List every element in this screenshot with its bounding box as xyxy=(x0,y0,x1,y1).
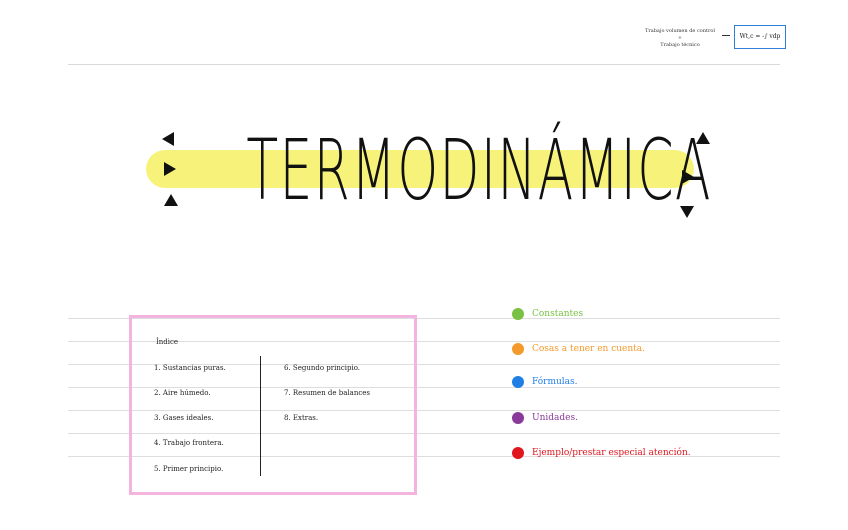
triangle-decoration-icon xyxy=(164,162,176,176)
index-column-divider xyxy=(260,356,261,476)
legend-label: Cosas a tener en cuenta. xyxy=(532,344,646,354)
triangle-decoration-icon xyxy=(164,194,178,206)
color-dot-icon xyxy=(512,343,524,355)
legend-label: Unidades. xyxy=(532,413,578,423)
index-item: 6. Segundo principio. xyxy=(284,364,361,372)
color-dot-icon xyxy=(512,308,524,320)
color-dot-icon xyxy=(512,376,524,388)
triangle-decoration-icon xyxy=(682,170,694,184)
triangle-decoration-icon xyxy=(696,132,710,144)
index-item: 2. Aire húmedo. xyxy=(154,389,211,397)
corner-note xyxy=(636,22,786,56)
corner-note-line-1: Trabajo volumen de control xyxy=(645,28,715,34)
legend-label: Fórmulas. xyxy=(532,377,578,387)
triangle-decoration-icon xyxy=(162,132,174,146)
legend-item xyxy=(512,374,578,390)
index-box xyxy=(129,315,417,495)
legend-label: Ejemplo/prestar especial atención. xyxy=(532,448,691,458)
title-banner xyxy=(140,110,720,230)
corner-note-formula: Wt,c = -∫ vdp xyxy=(734,25,786,49)
index-item: 4. Trabajo frontera. xyxy=(154,439,224,447)
corner-note-text xyxy=(640,28,720,49)
index-item: 3. Gases ideales. xyxy=(154,414,214,422)
index-heading: Índice xyxy=(156,338,179,346)
index-item: 7. Resumen de balances xyxy=(284,389,371,397)
corner-note-line-2: + xyxy=(677,35,683,41)
top-divider xyxy=(68,64,780,65)
triangle-decoration-icon xyxy=(680,206,694,218)
legend-label: Constantes xyxy=(532,309,584,319)
corner-note-dash xyxy=(722,35,730,36)
index-item: 8. Extras. xyxy=(284,414,319,422)
page-title: TERMODINÁMICA xyxy=(246,121,712,219)
legend-item xyxy=(512,445,691,461)
index-item: 1. Sustancias puras. xyxy=(154,364,226,372)
color-dot-icon xyxy=(512,412,524,424)
index-item: 5. Primer principio. xyxy=(154,465,224,473)
legend-item xyxy=(512,306,583,322)
legend-item xyxy=(512,341,645,357)
color-dot-icon xyxy=(512,447,524,459)
legend-item xyxy=(512,410,578,426)
corner-note-line-3: Trabajo técnico xyxy=(660,42,700,48)
